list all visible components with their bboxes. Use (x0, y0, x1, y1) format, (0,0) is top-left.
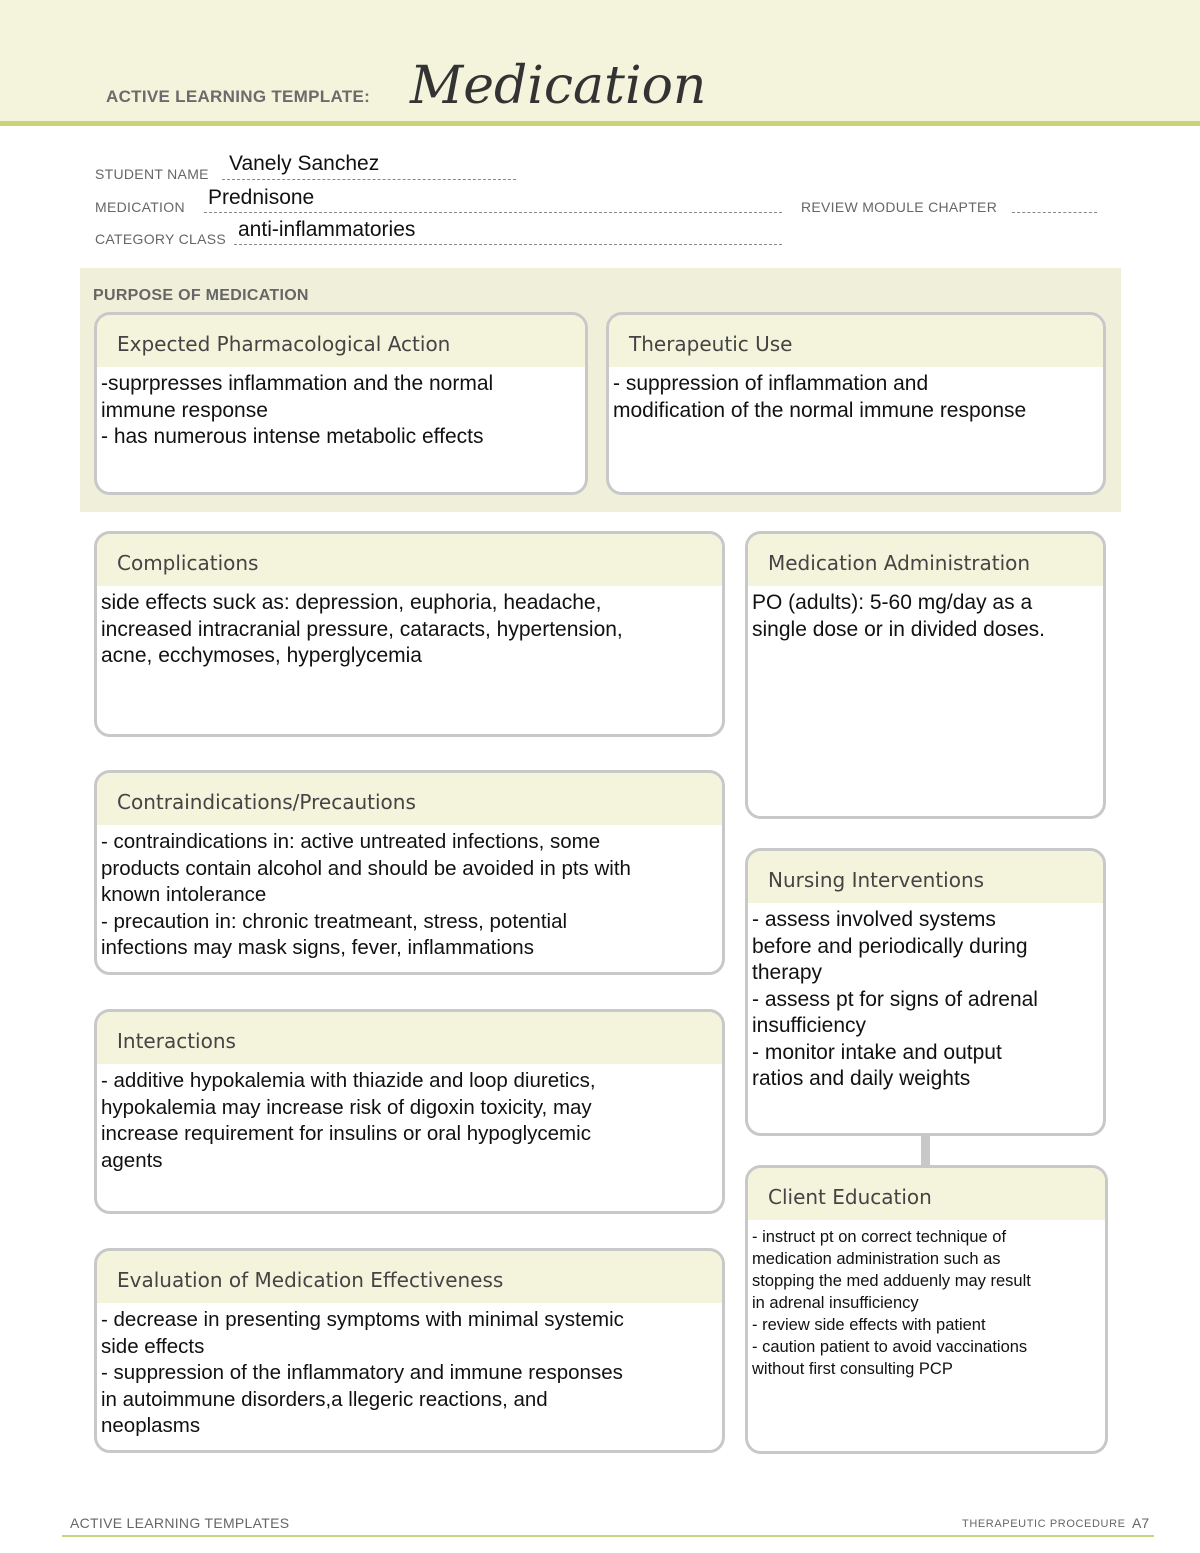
complications-title: Complications (97, 534, 722, 586)
footer-left: ACTIVE LEARNING TEMPLATES (70, 1515, 290, 1531)
template-title: Medication (410, 56, 707, 116)
evaluation-box (94, 1248, 725, 1453)
medication-label: MEDICATION (95, 199, 185, 215)
nursing-title: Nursing Interventions (748, 851, 1103, 903)
footer-right: THERAPEUTIC PROCEDURE (962, 1518, 1126, 1530)
student-name-line (222, 179, 516, 180)
category-label: CATEGORY CLASS (95, 231, 227, 247)
contraindications-box (94, 770, 725, 975)
contraindications-title: Contraindications/Precautions (97, 773, 722, 825)
category-value[interactable]: anti-inflammatories (238, 218, 416, 241)
evaluation-title: Evaluation of Medication Effectiveness (97, 1251, 722, 1303)
administration-title: Medication Administration (748, 534, 1103, 586)
education-text[interactable]: - instruct pt on correct technique of medication administration such as stopping the med adduenly may result in adrenal insufficiency - review side effects with patient - caution patient to avoid vaccinations without first consulting PCP (752, 1228, 1031, 1378)
expected-action-box (94, 312, 588, 495)
footer-rule (62, 1535, 1154, 1537)
evaluation-text[interactable]: - decrease in presenting symptoms with minimal systemic side effects - suppression of the inflammatory and immune responses in autoimmune disorders,a llegeric reactions, and neoplasms (101, 1308, 624, 1437)
administration-box (745, 531, 1106, 819)
category-line (234, 244, 782, 245)
therapeutic-use-box (606, 312, 1106, 495)
footer-page: A7 (1132, 1515, 1150, 1531)
nursing-box (745, 848, 1106, 1136)
purpose-title: PURPOSE OF MEDICATION (93, 287, 309, 304)
therapeutic-use-text[interactable]: - suppression of inflammation and modification of the normal immune response (613, 372, 1027, 422)
header-rule (0, 121, 1200, 126)
contraindications-text[interactable]: - contraindications in: active untreated infections, some products contain alcohol and should be avoided in pts with known intolerance - precaution in: chronic treatmeant, stress, potential infections may mask signs, fever, inflammations (101, 830, 631, 959)
interactions-box (94, 1009, 725, 1214)
template-label: ACTIVE LEARNING TEMPLATE: (106, 87, 371, 106)
therapeutic-use-title: Therapeutic Use (609, 315, 1103, 367)
review-chapter-line[interactable] (1012, 212, 1097, 213)
education-title: Client Education (748, 1168, 1105, 1220)
nursing-education-connector (921, 1135, 930, 1166)
administration-text[interactable]: PO (adults): 5-60 mg/day as a single dose or in divided doses. (752, 591, 1046, 641)
review-chapter-label: REVIEW MODULE CHAPTER (801, 199, 998, 215)
expected-action-title: Expected Pharmacological Action (97, 315, 585, 367)
medication-line (204, 212, 782, 213)
medication-value[interactable]: Prednisone (208, 186, 315, 209)
interactions-text[interactable]: - additive hypokalemia with thiazide and loop diuretics, hypokalemia may increase risk of digoxin toxicity, may increase requirement for insulins or oral hypoglycemic agents (101, 1069, 596, 1172)
student-name-label: STUDENT NAME (95, 166, 209, 182)
expected-action-text[interactable]: -suprpresses inflammation and the normal immune response - has numerous intense metabolic effects (101, 372, 494, 448)
complications-box (94, 531, 725, 737)
nursing-text[interactable]: - assess involved systems before and periodically during therapy - assess pt for signs of adrenal insufficiency - monitor intake and output ratios and daily weights (752, 908, 1038, 1090)
education-box (745, 1165, 1108, 1454)
student-name-value[interactable]: Vanely Sanchez (229, 152, 380, 175)
interactions-title: Interactions (97, 1012, 722, 1064)
complications-text[interactable]: side effects suck as: depression, euphoria, headache, increased intracranial pressure, cataracts, hypertension, acne, ecchymoses, hyperglycemia (101, 591, 623, 667)
